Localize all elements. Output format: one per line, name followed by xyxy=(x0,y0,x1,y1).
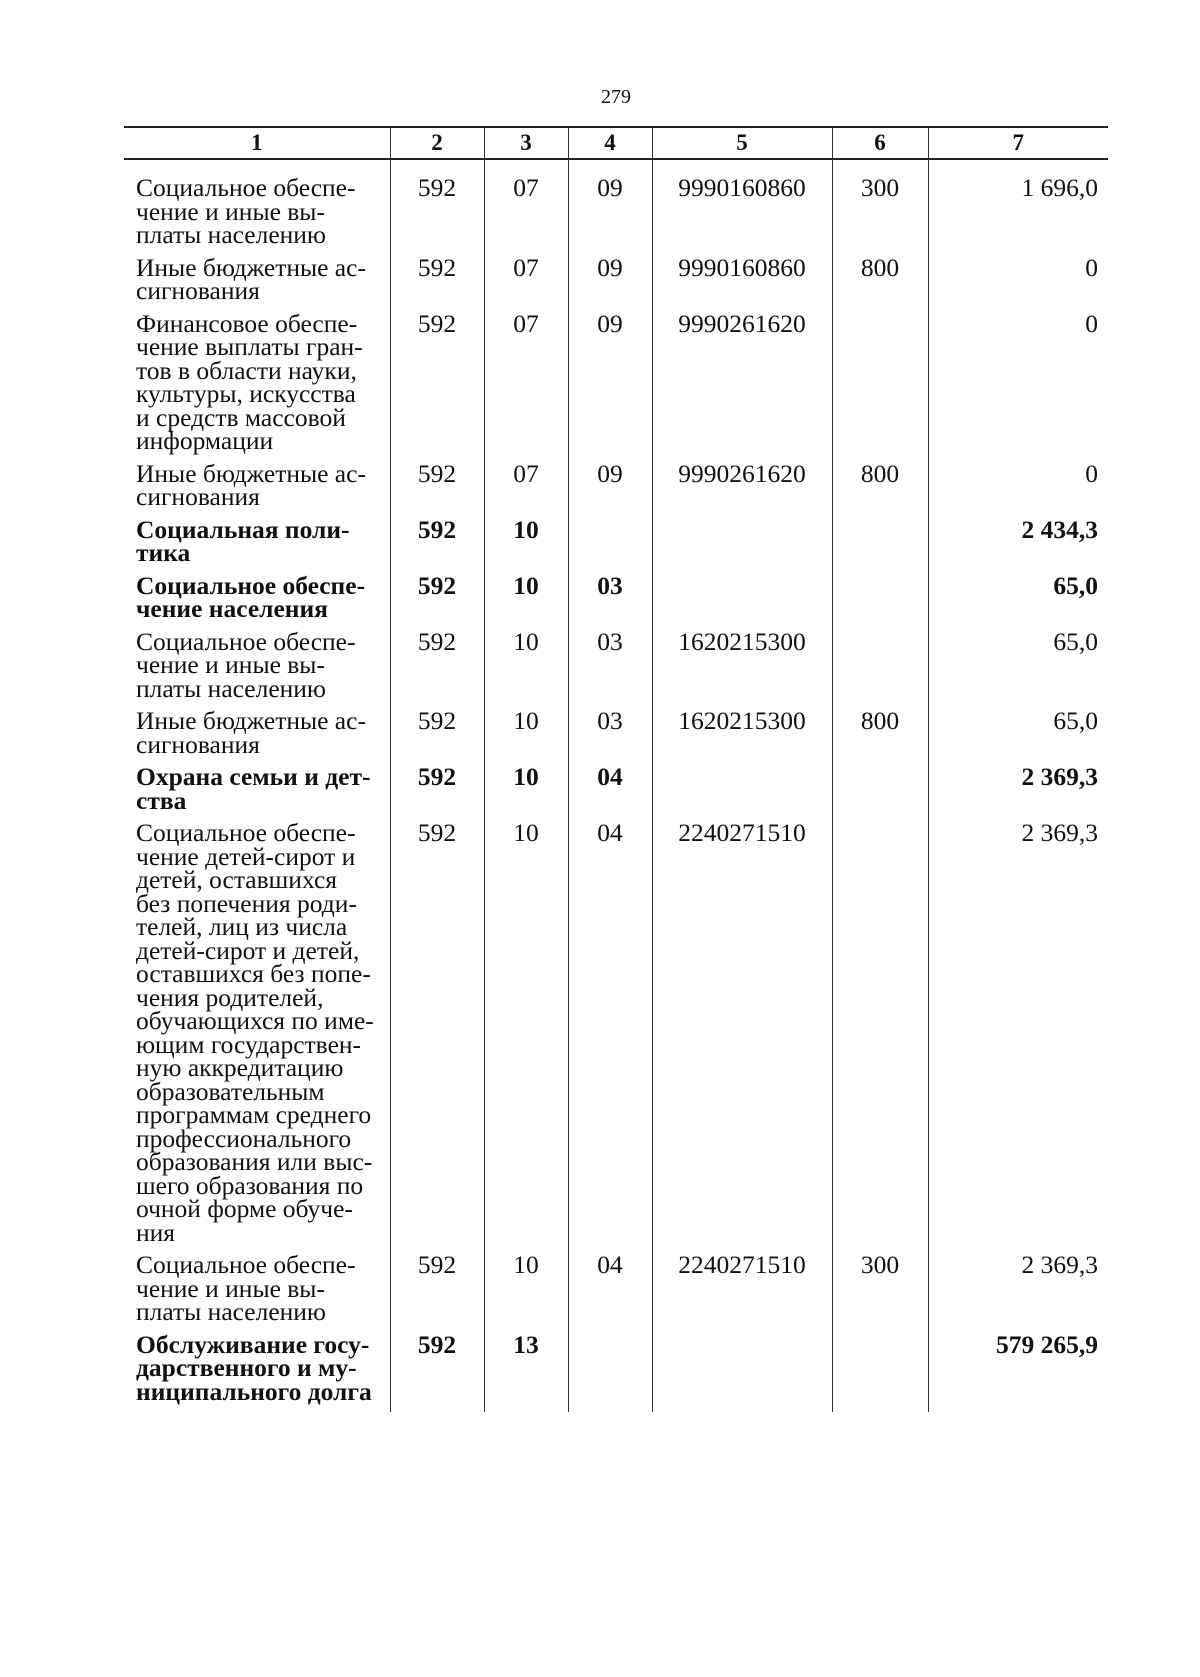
code-2-cell: 592 xyxy=(390,518,484,574)
code-6-cell xyxy=(832,630,928,710)
code-3-cell: 07 xyxy=(484,256,568,312)
table-row xyxy=(124,518,1108,574)
table-row xyxy=(124,312,1108,462)
code-4-cell xyxy=(568,1333,652,1413)
amount-cell: 65,0 xyxy=(928,709,1108,765)
row-name-line: Иные бюджетные ас- xyxy=(136,252,366,282)
code-6-cell xyxy=(832,1333,928,1413)
row-name-line: оставшихся без попе- xyxy=(136,959,371,988)
amount-cell: 2 434,3 xyxy=(928,518,1108,574)
row-name-line: ющим государствен- xyxy=(136,1029,362,1059)
code-2-cell: 592 xyxy=(390,1333,484,1413)
code-5-cell xyxy=(652,1333,832,1413)
code-3-cell: 10 xyxy=(484,709,568,765)
code-5-cell: 2240271510 xyxy=(652,1253,832,1333)
code-3-cell: 10 xyxy=(484,574,568,630)
code-5-cell: 2240271510 xyxy=(652,821,832,1253)
row-name-line: чение и иные вы- xyxy=(136,196,325,226)
code-6-cell xyxy=(832,518,928,574)
header-cell-6: 6 xyxy=(832,127,928,159)
row-name-line: образовательным xyxy=(136,1076,325,1106)
table-row xyxy=(124,1253,1108,1333)
code-2-cell: 592 xyxy=(390,630,484,710)
row-name-cell xyxy=(124,818,390,1253)
row-name-cell xyxy=(124,1250,390,1333)
code-4-cell: 09 xyxy=(568,176,652,256)
code-5-cell: 9990261620 xyxy=(652,312,832,462)
row-name-line: платы населению xyxy=(136,1297,326,1326)
row-name-cell xyxy=(124,626,390,710)
row-name-line: Финансовое обеспе- xyxy=(136,308,358,338)
row-name-line: Социальное обеспе- xyxy=(136,570,366,600)
row-name-line: ную аккредитацию xyxy=(136,1053,344,1082)
amount-cell: 1 696,0 xyxy=(928,176,1108,256)
row-name-line: тика xyxy=(136,538,191,567)
code-6-cell: 300 xyxy=(832,1253,928,1333)
amount-cell: 2 369,3 xyxy=(928,765,1108,821)
amount-cell: 2 369,3 xyxy=(928,1253,1108,1333)
row-name-cell xyxy=(124,173,390,256)
code-6-cell xyxy=(832,312,928,462)
table-row xyxy=(124,462,1108,518)
code-4-cell: 04 xyxy=(568,765,652,821)
code-3-cell: 07 xyxy=(484,312,568,462)
code-6-cell xyxy=(832,765,928,821)
code-2-cell: 592 xyxy=(390,462,484,518)
header-cell-2: 2 xyxy=(390,127,484,159)
table-row xyxy=(124,176,1108,256)
page-number: 279 xyxy=(601,86,631,108)
row-name-line: Социальное обеспе- xyxy=(136,173,356,202)
code-6-cell: 300 xyxy=(832,176,928,256)
table-header-row xyxy=(124,127,1108,159)
code-2-cell: 592 xyxy=(390,821,484,1253)
row-name-line: ства xyxy=(136,785,187,815)
row-name-line: Обслуживание госу- xyxy=(136,1329,370,1359)
row-name-line: культуры, искусства xyxy=(136,379,356,408)
budget-table xyxy=(124,126,1108,1412)
code-3-cell: 07 xyxy=(484,176,568,256)
code-6-cell: 800 xyxy=(832,462,928,518)
row-name-cell xyxy=(124,570,390,630)
code-5-cell: 1620215300 xyxy=(652,709,832,765)
row-name-line: информации xyxy=(136,426,274,455)
amount-cell: 0 xyxy=(928,462,1108,518)
row-name-line: дарственного и му- xyxy=(136,1353,357,1382)
row-name-line: сигнования xyxy=(136,276,260,305)
row-name-cell xyxy=(124,706,390,765)
code-4-cell: 09 xyxy=(568,462,652,518)
table-row xyxy=(124,709,1108,765)
code-5-cell xyxy=(652,765,832,821)
budget-table-container xyxy=(124,126,1108,1412)
row-name-cell xyxy=(124,308,390,462)
row-name-line: ниципального долга xyxy=(136,1376,372,1406)
row-name-cell xyxy=(124,252,390,312)
row-name-line: сигнования xyxy=(136,729,260,759)
row-name-line: без попечения роди- xyxy=(136,888,357,918)
code-4-cell: 09 xyxy=(568,312,652,462)
code-3-cell: 10 xyxy=(484,630,568,710)
code-4-cell: 09 xyxy=(568,256,652,312)
code-3-cell: 10 xyxy=(484,821,568,1253)
code-2-cell: 592 xyxy=(390,765,484,821)
row-name-line: детей-сирот и детей, xyxy=(136,935,360,965)
row-name-line: Социальное обеспе- xyxy=(136,818,356,847)
row-name-line: чение детей-сирот и xyxy=(136,841,356,871)
code-3-cell: 13 xyxy=(484,1333,568,1413)
row-name-line: чения родителей, xyxy=(136,982,324,1012)
row-name-line: Социальная поли- xyxy=(136,514,350,544)
row-name-line: тов в области науки, xyxy=(136,355,357,385)
code-2-cell: 592 xyxy=(390,256,484,312)
code-2-cell: 592 xyxy=(390,709,484,765)
amount-cell: 65,0 xyxy=(928,574,1108,630)
code-5-cell xyxy=(652,518,832,574)
row-name-line: телей, лиц из числа xyxy=(136,912,348,941)
code-4-cell: 03 xyxy=(568,709,652,765)
row-name-line: профессионального xyxy=(136,1123,352,1153)
row-name-line: платы населению xyxy=(136,220,326,249)
header-cell-4: 4 xyxy=(568,127,652,159)
table-row xyxy=(124,256,1108,312)
row-name-line: Иные бюджетные ас- xyxy=(136,706,366,735)
row-name-line: программам среднего xyxy=(136,1100,372,1129)
code-2-cell: 592 xyxy=(390,1253,484,1333)
code-5-cell xyxy=(652,574,832,630)
amount-cell: 0 xyxy=(928,256,1108,312)
code-4-cell xyxy=(568,518,652,574)
code-4-cell: 04 xyxy=(568,821,652,1253)
code-2-cell: 592 xyxy=(390,574,484,630)
code-6-cell xyxy=(832,821,928,1253)
code-2-cell: 592 xyxy=(390,176,484,256)
row-name-line: обучающихся по име- xyxy=(136,1006,374,1035)
row-name-line: очной форме обуче- xyxy=(136,1194,353,1223)
amount-cell: 65,0 xyxy=(928,630,1108,710)
amount-cell: 2 369,3 xyxy=(928,821,1108,1253)
code-3-cell: 10 xyxy=(484,518,568,574)
code-4-cell: 04 xyxy=(568,1253,652,1333)
row-name-line: детей, оставшихся xyxy=(136,865,338,894)
header-cell-3: 3 xyxy=(484,127,568,159)
row-name-cell xyxy=(124,762,390,821)
row-name-line: чение выплаты гран- xyxy=(136,332,363,361)
code-3-cell: 10 xyxy=(484,1253,568,1333)
code-3-cell: 10 xyxy=(484,765,568,821)
code-6-cell xyxy=(832,574,928,630)
code-6-cell: 800 xyxy=(832,256,928,312)
code-5-cell: 9990261620 xyxy=(652,462,832,518)
row-name-line: чение населения xyxy=(136,594,328,623)
code-5-cell: 9990160860 xyxy=(652,256,832,312)
row-name-line: Социальное обеспе- xyxy=(136,626,356,656)
row-name-line: сигнования xyxy=(136,482,260,511)
header-cell-7: 7 xyxy=(928,127,1108,159)
amount-cell: 579 265,9 xyxy=(928,1333,1108,1413)
table-row xyxy=(124,630,1108,710)
row-name-line: ния xyxy=(136,1217,176,1247)
row-name-cell xyxy=(124,1329,390,1413)
row-name-line: чение и иные вы- xyxy=(136,650,325,679)
table-row xyxy=(124,1333,1108,1413)
row-name-cell xyxy=(124,514,390,574)
code-6-cell: 800 xyxy=(832,709,928,765)
table-row xyxy=(124,574,1108,630)
row-name-line: Охрана семьи и дет- xyxy=(136,762,371,791)
row-name-line: и средств массовой xyxy=(136,402,346,432)
table-row xyxy=(124,821,1108,1253)
table-body xyxy=(124,173,1108,1412)
row-name-line: Иные бюджетные ас- xyxy=(136,458,366,488)
row-name-line: Социальное обеспе- xyxy=(136,1250,356,1279)
row-name-line: шего образования по xyxy=(136,1170,364,1200)
row-name-cell xyxy=(124,458,390,518)
row-name-line: чение и иные вы- xyxy=(136,1273,325,1303)
amount-cell: 0 xyxy=(928,312,1108,462)
header-cell-5: 5 xyxy=(652,127,832,159)
table-row xyxy=(124,765,1108,821)
code-4-cell: 03 xyxy=(568,574,652,630)
code-4-cell: 03 xyxy=(568,630,652,710)
row-name-line: образования или выс- xyxy=(136,1147,373,1176)
row-name-line: платы населению xyxy=(136,673,326,703)
code-5-cell: 1620215300 xyxy=(652,630,832,710)
code-5-cell: 9990160860 xyxy=(652,176,832,256)
code-2-cell: 592 xyxy=(390,312,484,462)
code-3-cell: 07 xyxy=(484,462,568,518)
header-cell-1: 1 xyxy=(124,127,390,159)
